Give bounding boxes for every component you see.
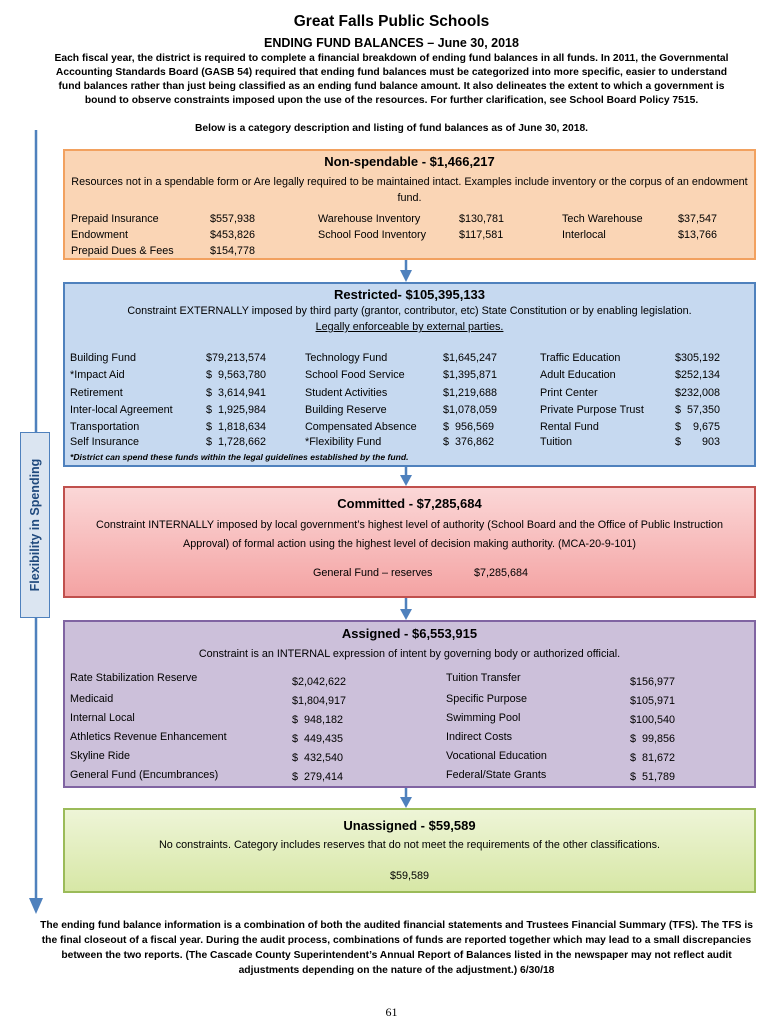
as-value-10: $ 81,672 <box>630 752 676 764</box>
rs-label-7: School Food Service <box>305 369 405 381</box>
ns-value-6: $13,766 <box>678 229 718 241</box>
rs-label-15: Private Purpose Trust <box>540 404 644 416</box>
as-value-9: $ 99,856 <box>630 733 676 745</box>
rs-value-1: $ 9,563,780 <box>206 369 267 381</box>
restricted-description: Constraint EXTERNALLY imposed by third party (grantor, contributor, etc) State Constitution or by enabling legislation. <box>127 305 692 317</box>
flexibility-arrow-head <box>29 898 43 914</box>
as-value-4: $ 432,540 <box>292 752 344 764</box>
ns-label-1: Endowment <box>71 229 129 241</box>
rs-value-7: $1,395,871 <box>443 369 498 381</box>
as-label-1: Medicaid <box>70 693 114 705</box>
rs-value-16: $ 9,675 <box>675 421 721 433</box>
ns-value-5: $37,547 <box>678 213 718 225</box>
rs-label-3: Inter-local Agreement <box>70 404 173 416</box>
committed-description: Constraint INTERNALLY imposed by local government’s highest level of authority (School Board and the Office of Public Instruction Approval) of formal action using the highest level of decision making authority. (MCA-20-9-101) <box>96 519 723 550</box>
as-label-6: Tuition Transfer <box>446 672 521 684</box>
ns-value-3: $130,781 <box>459 213 505 225</box>
as-label-7: Specific Purpose <box>446 693 528 705</box>
rs-value-9: $1,078,059 <box>443 404 498 416</box>
as-value-8: $100,540 <box>630 714 676 726</box>
rs-value-5: $ 1,728,662 <box>206 436 267 448</box>
assigned-box <box>63 620 756 788</box>
as-value-5: $ 279,414 <box>292 771 344 783</box>
rs-value-12: $305,192 <box>675 352 721 364</box>
as-label-2: Internal Local <box>70 712 135 724</box>
ns-value-2: $154,778 <box>210 245 256 257</box>
rs-value-17: $ 903 <box>675 436 721 448</box>
nonspendable-heading: Non-spendable - $1,466,217 <box>324 154 495 169</box>
page-number: 61 <box>385 1005 398 1019</box>
as-label-9: Indirect Costs <box>446 731 513 743</box>
rs-value-0: $79,213,574 <box>206 352 267 364</box>
ns-label-2: Prepaid Dues & Fees <box>71 245 174 257</box>
as-value-0: $2,042,622 <box>292 676 347 688</box>
page-subtitle: ENDING FUND BALANCES – June 30, 2018 <box>264 36 519 50</box>
as-label-10: Vocational Education <box>446 750 547 762</box>
unassigned-description: No constraints. Category includes reserves that do not meet the requirements of the other classifications. <box>158 839 661 851</box>
rs-label-11: *Flexibility Fund <box>305 436 382 448</box>
category-intro: Below is a category description and listing of fund balances as of June 30, 2018. <box>194 123 589 134</box>
page-title: Great Falls Public Schools <box>293 13 490 30</box>
ns-label-3: Warehouse Inventory <box>318 213 421 225</box>
rs-value-8: $1,219,688 <box>443 387 498 399</box>
assigned-heading: Assigned - $6,553,915 <box>341 626 478 641</box>
rs-label-5: Self Insurance <box>70 436 140 448</box>
rs-label-13: Adult Education <box>540 369 616 381</box>
as-value-6: $156,977 <box>630 676 676 688</box>
nonspendable-description: Resources not in a spendable form or Are legally required to be maintained intact. Examples include inventory or the corpus of an endowment fund. <box>71 176 748 204</box>
restricted-note: *District can spend these funds within the legal guidelines established by the fund. <box>70 452 409 462</box>
rs-label-1: *Impact Aid <box>70 369 125 381</box>
committed-box <box>63 486 756 598</box>
ns-label-6: Interlocal <box>562 229 606 241</box>
ns-value-1: $453,826 <box>210 229 256 241</box>
intro-paragraph: Each fiscal year, the district is required to complete a financial breakdown of ending fund balances in all funds. In 2011, the Governmental Accounting Standards Board (GASB 54) required that ending fund balances must be categorized into more specific, easier to understand fund balances rather than just being classified as an ending fund balance amount. It also delineates the extent to which a government is bound to observe constraints imposed upon the use of the resources. For further clarification, see School Board Policy 7515. <box>54 53 729 106</box>
flexibility-label: Flexibility in Spending <box>20 432 50 618</box>
committed-item-value: $7,285,684 <box>474 567 529 579</box>
restricted-description-2: Legally enforceable by external parties. <box>315 321 504 333</box>
rs-value-3: $ 1,925,984 <box>206 404 267 416</box>
ns-value-0: $557,938 <box>210 213 256 225</box>
rs-value-2: $ 3,614,941 <box>206 387 267 399</box>
rs-label-12: Traffic Education <box>540 352 621 364</box>
footer-note: The ending fund balance information is a combination of both the audited financial statements and Trustees Financial Summary (TFS). The TFS is the final closeout of a fiscal year. During the audit process, combinations of funds are reported together which may lead to a small discrepancies between the two reports. (The Cascade County Superintendent’s Annual Report of Balances listed in the newspaper may not reflect audit adjustments depending on the nature of the adjustment.) 6/30/18 <box>40 920 753 976</box>
rs-value-15: $ 57,350 <box>675 404 721 416</box>
rs-value-6: $1,645,247 <box>443 352 498 364</box>
as-value-11: $ 51,789 <box>630 771 676 783</box>
rs-label-9: Building Reserve <box>305 404 387 416</box>
as-label-0: Rate Stabilization Reserve <box>70 672 198 684</box>
rs-value-4: $ 1,818,634 <box>206 421 267 433</box>
rs-label-8: Student Activities <box>305 387 388 399</box>
rs-value-11: $ 376,862 <box>443 436 495 448</box>
unassigned-box <box>63 808 756 893</box>
ns-label-5: Tech Warehouse <box>562 213 643 225</box>
rs-label-16: Rental Fund <box>540 421 599 433</box>
rs-value-13: $252,134 <box>675 369 721 381</box>
nonspendable-box <box>63 149 756 260</box>
as-value-1: $1,804,917 <box>292 695 347 707</box>
as-label-4: Skyline Ride <box>70 750 131 762</box>
unassigned-value: $59,589 <box>389 870 430 882</box>
as-value-7: $105,971 <box>630 695 676 707</box>
unassigned-heading: Unassigned - $59,589 <box>343 818 476 833</box>
rs-label-0: Building Fund <box>70 352 137 364</box>
ns-label-0: Prepaid Insurance <box>71 213 159 225</box>
ns-value-4: $117,581 <box>459 229 504 241</box>
rs-label-4: Transportation <box>70 421 140 433</box>
as-label-8: Swimming Pool <box>446 712 521 724</box>
rs-value-14: $232,008 <box>675 387 721 399</box>
rs-label-2: Retirement <box>70 387 123 399</box>
ns-label-4: School Food Inventory <box>318 229 427 241</box>
rs-label-17: Tuition <box>540 436 573 448</box>
rs-label-14: Print Center <box>540 387 598 399</box>
rs-label-10: Compensated Absence <box>305 421 417 433</box>
as-label-5: General Fund (Encumbrances) <box>70 769 219 781</box>
as-label-3: Athletics Revenue Enhancement <box>70 731 227 743</box>
as-value-3: $ 449,435 <box>292 733 344 745</box>
rs-label-6: Technology Fund <box>305 352 388 364</box>
rs-value-10: $ 956,569 <box>443 421 495 433</box>
committed-heading: Committed - $7,285,684 <box>337 496 482 511</box>
restricted-heading: Restricted- $105,395,133 <box>333 287 486 302</box>
committed-item-label: General Fund – reserves <box>313 567 433 579</box>
as-value-2: $ 948,182 <box>292 714 344 726</box>
as-label-11: Federal/State Grants <box>446 769 547 781</box>
restricted-box <box>63 282 756 467</box>
assigned-description: Constraint is an INTERNAL expression of intent by governing body or authorized official. <box>198 648 621 660</box>
